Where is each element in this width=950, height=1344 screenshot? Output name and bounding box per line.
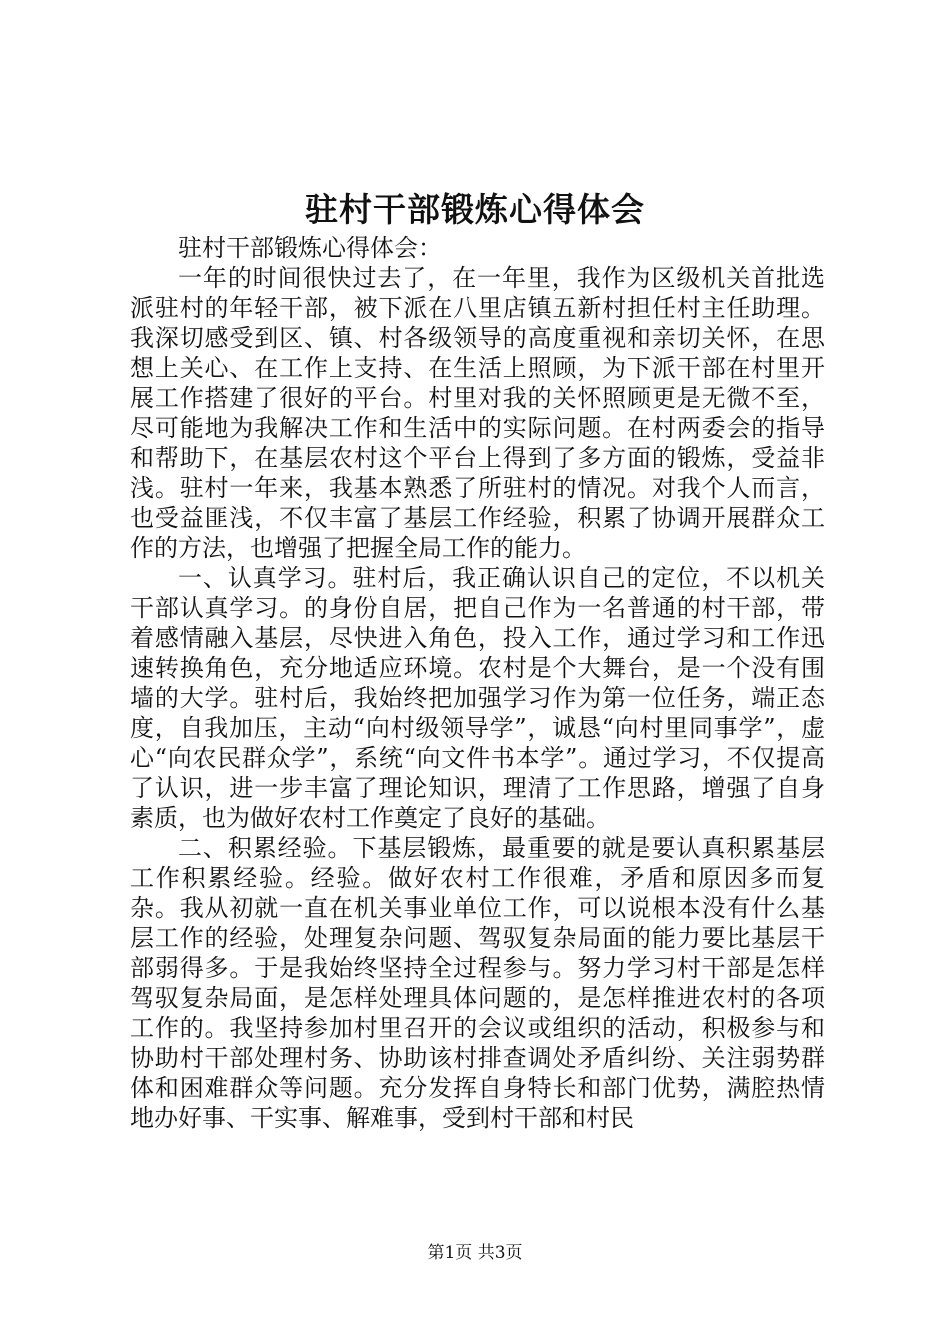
paragraph-section-experience: 二、积累经验。下基层锻炼，最重要的就是要认真积累基层工作积累经验。经验。做好农村工作很难，矛盾和原因多而复杂。我从初就一直在机关事业单位工作，可以说根本没有什么基层工作的经验，处理复杂问题、驾驭复杂局面的能力要比基层干部弱得多。于是我始终坚持全过程参与。努力学习村干部是怎样驾驭复杂局面，是怎样处理具体问题的，是怎样推进农村的各项工作的。我坚持参加村里召开的会议或组织的活动，积极参与和协助村干部处理村务、协助该村排查调处矛盾纠纷、关注弱势群体和困难群众等问题。充分发挥自身特长和部门优势，满腔热情地办好事、干实事、解难事，受到村干部和村民	[130, 834, 825, 1132]
paragraph-section-learning: 一、认真学习。驻村后，我正确认识自己的定位，不以机关干部认真学习。的身份自居，把自己作为一名普通的村干部，带着感情融入基层，尽快进入角色，投入工作，通过学习和工作迅速转换角色，充分地适应环境。农村是个大舞台，是一个没有围墙的大学。驻村后，我始终把加强学习作为第一位任务，端正态度，自我加压，主动“向村级领导学”，诚恳“向村里同事学”，虚心“向农民群众学”，系统“向文件书本学”。通过学习，不仅提高了认识，进一步丰富了理论知识，理清了工作思路，增强了自身素质，也为做好农村工作奠定了良好的基础。	[130, 564, 825, 832]
document-title: 驻村干部锻炼心得体会	[305, 190, 645, 229]
page-footer: 第1页 共3页	[427, 1243, 523, 1263]
paragraph-overview: 一年的时间很快过去了，在一年里，我作为区级机关首批选派驻村的年轻干部，被下派在八里店镇五新村担任村主任助理。我深切感受到区、镇、村各级领导的高度重视和亲切关怀，在思想上关心、在工作上支持、在生活上照顾，为下派干部在村里开展工作搭建了很好的平台。村里对我的关怀照顾更是无微不至，尽可能地为我解决工作和生活中的实际问题。在村两委会的指导和帮助下，在基层农村这个平台上得到了多方面的锻炼，受益非浅。驻村一年来，我基本熟悉了所驻村的情况。对我个人而言，也受益匪浅，不仅丰富了基层工作经验，积累了协调开展群众工作的方法，也增强了把握全局工作的能力。	[130, 264, 825, 562]
paragraph-intro: 驻村干部锻炼心得体会：	[178, 234, 442, 262]
document-body	[130, 233, 825, 1133]
